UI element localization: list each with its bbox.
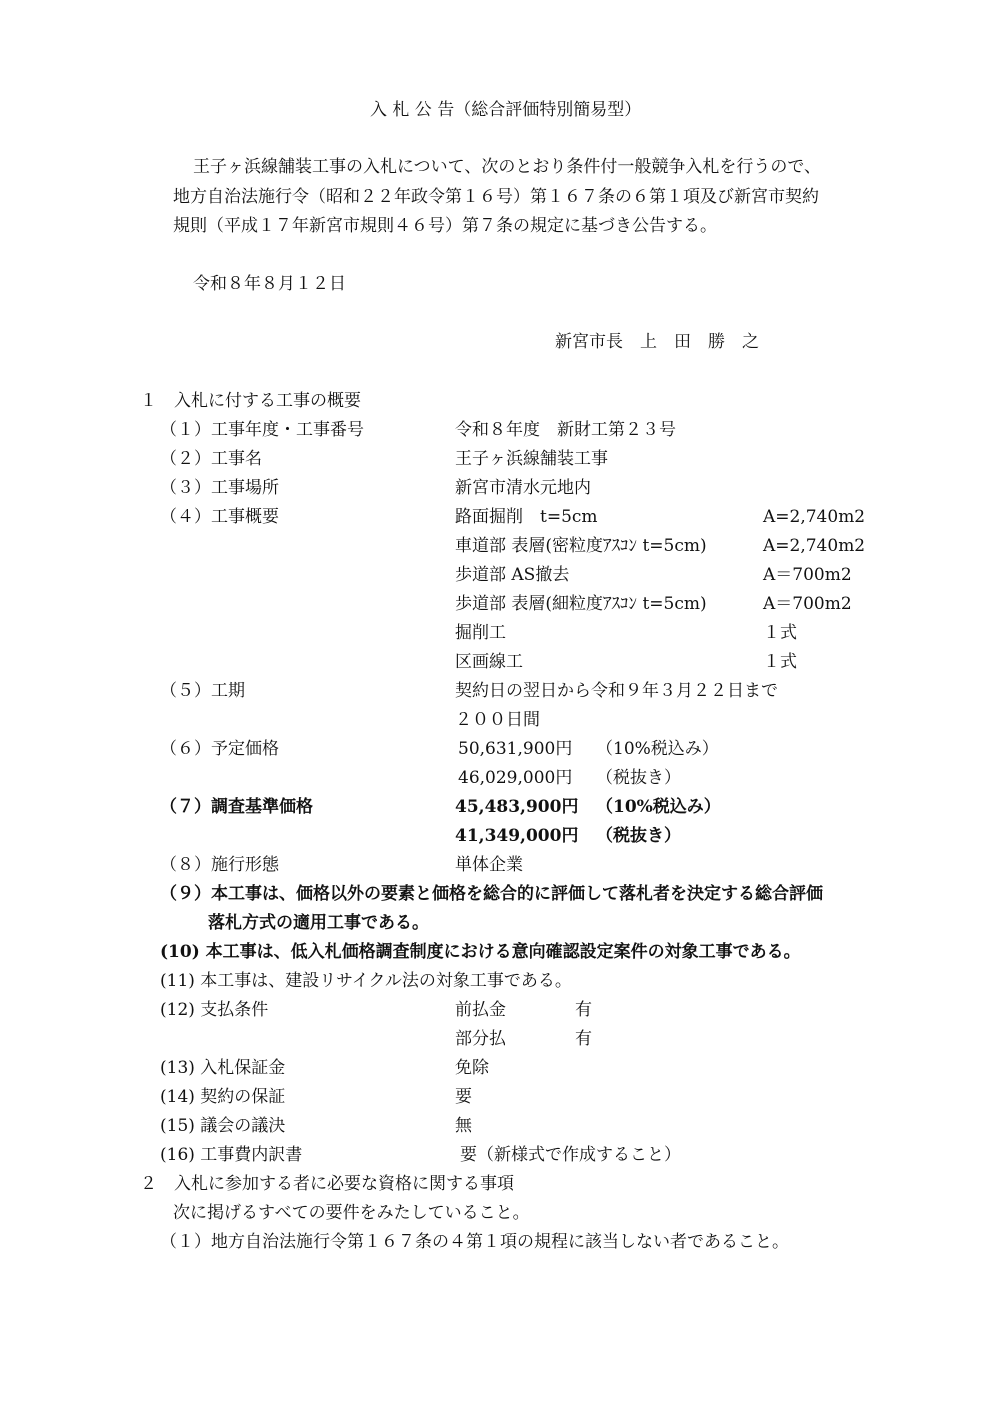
item-10: (10) 本工事は、低入札価格調査制度における意向確認設定案件の対象工事である。: [160, 942, 801, 962]
item-16-label: (16) 工事費内訳書: [160, 1145, 303, 1165]
payment-advance-label: 前払金: [455, 1000, 506, 1020]
item-5-label: （５）工期: [160, 681, 245, 701]
planned-price-excl-note: （税抜き）: [596, 768, 681, 788]
survey-price-excl-tax: 41,349,000円: [455, 826, 579, 846]
intro-line-1: 王子ヶ浜線舗装工事の入札について、次のとおり条件付一般競争入札を行うので、: [193, 157, 821, 177]
notice-date: 令和８年８月１２日: [193, 274, 346, 294]
work-row-qty: A＝700m2: [763, 565, 852, 585]
item-15-value: 無: [455, 1116, 472, 1136]
survey-price-excl-note: （税抜き）: [596, 826, 681, 846]
item-14-label: (14) 契約の保証: [160, 1087, 286, 1107]
item-7-label: （７）調査基準価格: [160, 797, 313, 817]
notice-title: 入 札 公 告（総合評価特別簡易型）: [370, 100, 642, 120]
item-8-value: 単体企業: [455, 855, 523, 875]
item-13-label: (13) 入札保証金: [160, 1058, 286, 1078]
section-2-item-1: （１）地方自治法施行令第１６７条の４第１項の規程に該当しない者であること。: [160, 1232, 789, 1252]
item-16-value: 要（新様式で作成すること）: [460, 1145, 681, 1165]
period-line-1: 契約日の翌日から令和９年３月２２日まで: [455, 681, 778, 701]
work-row-qty: １式: [763, 623, 797, 643]
work-row-qty: A=2,740m2: [763, 536, 866, 556]
planned-price-incl-note: （10%税込み）: [596, 739, 719, 759]
signatory: 新宮市長 上 田 勝 之: [555, 332, 759, 352]
work-row-desc: 歩道部 AS撤去: [455, 565, 570, 585]
item-3-label: （３）工事場所: [160, 478, 279, 498]
item-2-label: （２）工事名: [160, 449, 262, 469]
payment-advance-value: 有: [575, 1000, 592, 1020]
work-row-qty: １式: [763, 652, 797, 672]
work-row-desc: 区画線工: [455, 652, 523, 672]
item-11: (11) 本工事は、建設リサイクル法の対象工事である。: [160, 971, 572, 991]
section-2-heading: ２ 入札に参加する者に必要な資格に関する事項: [140, 1174, 514, 1194]
item-1-label: （１）工事年度・工事番号: [160, 420, 364, 440]
work-row-qty: A＝700m2: [763, 594, 852, 614]
work-row-desc: 路面掘削 t=5cm: [455, 507, 598, 527]
work-row-qty: A=2,740m2: [763, 507, 866, 527]
survey-price-incl-note: （10%税込み）: [596, 797, 721, 817]
section-2-lead: 次に掲げるすべての要件をみたしていること。: [173, 1203, 530, 1223]
planned-price-incl-tax: 50,631,900円: [458, 739, 573, 759]
item-9-line-1: （９）本工事は、価格以外の要素と価格を総合的に評価して落札者を決定する総合評価: [160, 884, 823, 904]
item-2-value: 王子ヶ浜線舗装工事: [455, 449, 608, 469]
item-15-label: (15) 議会の議決: [160, 1116, 286, 1136]
item-9-line-2: 落札方式の適用工事である。: [208, 913, 429, 933]
payment-partial-label: 部分払: [455, 1029, 506, 1049]
item-13-value: 免除: [455, 1058, 489, 1078]
item-14-value: 要: [455, 1087, 472, 1107]
item-1-value: 令和８年度 新財工第２３号: [455, 420, 676, 440]
work-row-desc: 車道部 表層(密粒度ｱｽｺﾝ t=5cm): [455, 536, 707, 556]
period-line-2: ２００日間: [455, 710, 540, 730]
item-8-label: （８）施行形態: [160, 855, 279, 875]
work-row-desc: 掘削工: [455, 623, 506, 643]
intro-line-2: 地方自治法施行令（昭和２２年政令第１６号）第１６７条の６第１項及び新宮市契約: [173, 187, 819, 207]
item-6-label: （６）予定価格: [160, 739, 279, 759]
item-4-label: （４）工事概要: [160, 507, 279, 527]
item-12-label: (12) 支払条件: [160, 1000, 269, 1020]
payment-partial-value: 有: [575, 1029, 592, 1049]
item-3-value: 新宮市清水元地内: [455, 478, 591, 498]
planned-price-excl-tax: 46,029,000円: [458, 768, 573, 788]
section-1-heading: １ 入札に付する工事の概要: [140, 391, 361, 411]
work-row-desc: 歩道部 表層(細粒度ｱｽｺﾝ t=5cm): [455, 594, 707, 614]
intro-line-3: 規則（平成１７年新宮市規則４６号）第７条の規定に基づき公告する。: [173, 216, 717, 236]
survey-price-incl-tax: 45,483,900円: [455, 797, 579, 817]
